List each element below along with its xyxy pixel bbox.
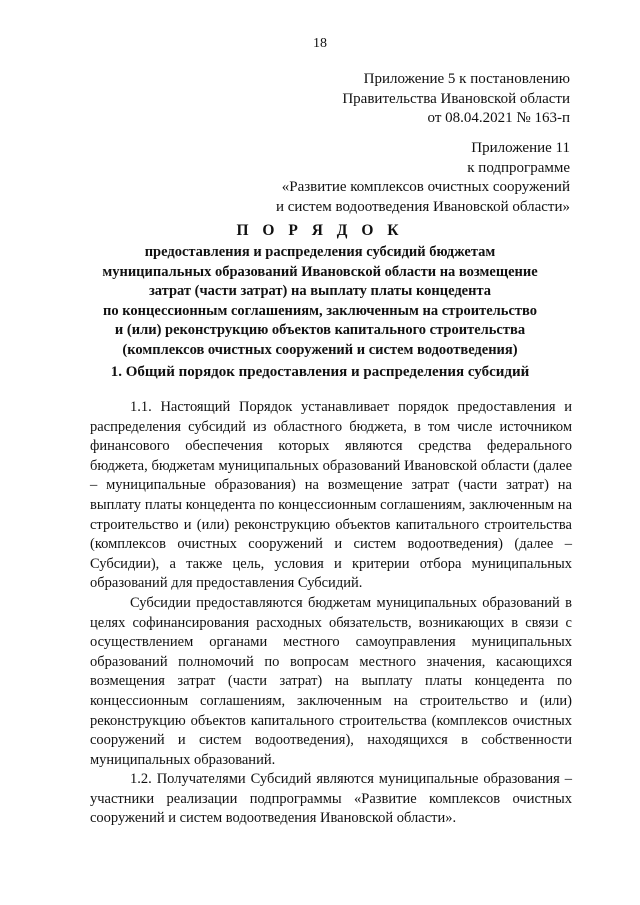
paragraph-subsidies-purpose: Субсидии предоставляются бюджетам муниципальных образований в целях софинансирования расходных обязательств, возникающих в связи с осуществлением органами местного самоуправления муниципальных образований полномочий по вопросам местного значения, касающихся возмещения затрат (части затрат) на выплату платы концедента по концессионным соглашениям, заключенным на строительство и (или) реконструкцию объектов капитального строительства (комплексов очистных сооружений и систем водоотведения), находящихся в собственности муниципальных образований. (90, 594, 572, 768)
subtitle-line: по концессионным соглашениям, заключенным на строительство (102, 302, 538, 319)
paragraph-1-1: 1.1. Настоящий Порядок устанавливает порядок предоставления и распределения субсидий из областного бюджета, в том числе источником финансового обеспечения которых являются средства федерального бюджета, бюджетам муниципальных образований Ивановской области (далее – муниципальные образования) на возмещение затрат (части затрат) на выплату платы концедента по концессионным соглашениям, заключенным на строительство и (или) реконструкцию объектов капитального строительства (комплексов очистных сооружений и систем водоотведения) (далее – Субсидии), а также цель, условия и критерии отбора муниципальных образований для предоставления Субсидий. (90, 399, 572, 592)
appendix-11-line: и систем водоотведения Ивановской области» (275, 198, 570, 215)
appendix-5-reference (342, 70, 570, 129)
appendix-11-reference (276, 139, 570, 217)
appendix-5-line: от 08.04.2021 № 163-п (427, 110, 570, 126)
subtitle-line: муниципальных образований Ивановской области на возмещение (102, 263, 538, 280)
section-1-body (90, 398, 572, 829)
subtitle-line: (комплексов очистных сооружений и систем водоотведения) (122, 341, 518, 358)
subtitle-line: и (или) реконструкцию объектов капитального строительства (114, 322, 526, 338)
appendix-11-line: «Развитие комплексов очистных сооружений (281, 179, 570, 195)
appendix-11-line: к подпрограмме (467, 159, 570, 176)
document-title: П О Р Я Д О К (236, 222, 404, 239)
paragraph-1-2: 1.2. Получателями Субсидий являются муниципальные образования – участники реализации подпрограммы «Развитие комплексов очистных сооружений и систем водоотведения Ивановской области». (90, 771, 572, 827)
document-subtitle (70, 243, 570, 360)
appendix-5-line: Приложение 5 к постановлению (363, 71, 570, 87)
page-number: 18 (313, 36, 327, 51)
subtitle-line: затрат (части затрат) на выплату платы концедента (148, 283, 492, 299)
appendix-5-line: Правительства Ивановской области (342, 90, 570, 107)
section-1-heading: 1. Общий порядок предоставления и распределения субсидий (110, 364, 530, 380)
subtitle-line: предоставления и распределения субсидий бюджетам (144, 244, 496, 260)
appendix-11-line: Приложение 11 (471, 140, 570, 156)
